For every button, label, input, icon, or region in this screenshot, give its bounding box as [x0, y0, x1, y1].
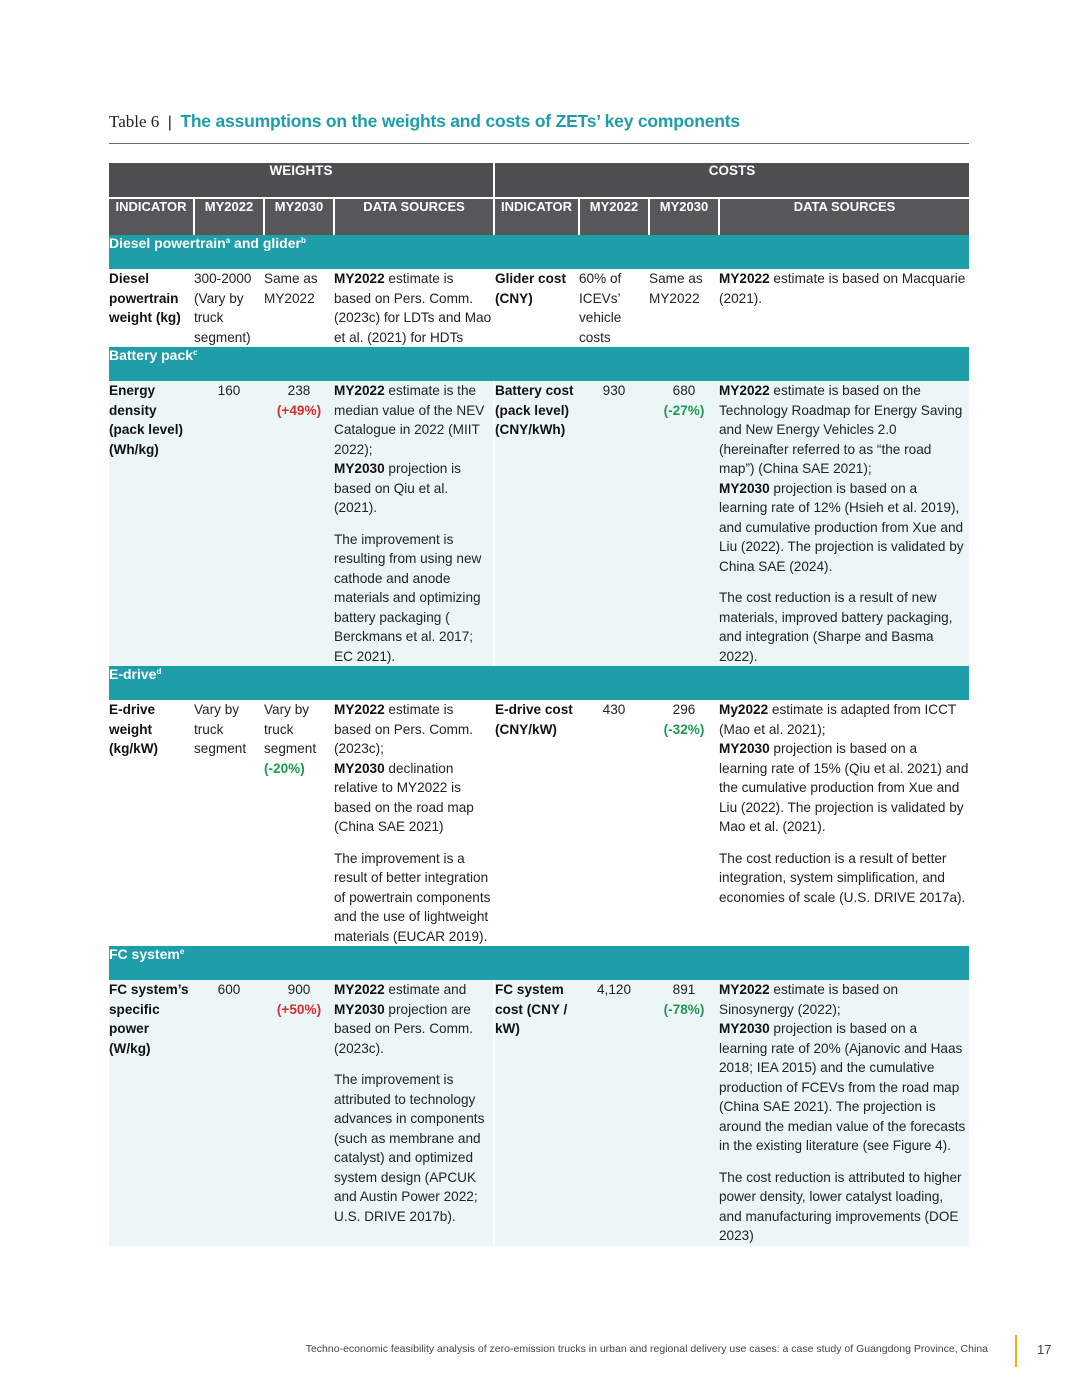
section-title: FC system — [109, 946, 180, 962]
weight-data-source: MY2022 estimate and MY2030 projection are based on Pers. Comm. (2023c). The improvement is attributed to technology advances in components (such as membrane and catalyst) and optimized system design (APCUK and Austin Power 2022; U.S. DRIVE 2017b). — [334, 980, 494, 1246]
weight-my2022: 600 — [194, 980, 264, 1246]
cost-indicator: Glider cost (CNY) — [494, 269, 579, 347]
page-footer — [0, 1335, 1080, 1375]
cost-my2022: 430 — [579, 700, 649, 946]
cost-my2030: 891 (-78%) — [649, 980, 719, 1246]
footnote-mark: b — [300, 236, 306, 245]
cost-my2022: 930 — [579, 381, 649, 666]
change-percent: (+49%) — [276, 402, 322, 418]
column-header: DATA SOURCES — [334, 198, 494, 235]
table-row — [109, 269, 969, 347]
cost-my2030: 680 (-27%) — [649, 381, 719, 666]
weight-my2022: 160 — [194, 381, 264, 666]
weight-my2030: 238 (+49%) — [264, 381, 334, 666]
section-header-battery-pack — [109, 347, 969, 381]
weight-my2022: 300-2000 (Vary by truck segment) — [194, 269, 264, 347]
cost-indicator: Battery cost (pack level) (CNY/kWh) — [494, 381, 579, 666]
cost-data-source: MY2022 estimate is based on the Technology Roadmap for Energy Saving and New Energy Vehicles 2.0 (hereinafter referred to as “the road map”) (China SAE 2021); MY2030 projection is based on a learning rate of 12% (Hsieh et al. 2019), and cumulative production from Xue and Liu (2022). The projection is validated by China SAE (2024). The cost reduction is a result of new materials, improved battery packaging, and integration (Sharpe and Basma 2022). — [719, 381, 969, 666]
cost-data-source: MY2022 estimate is based on Sinosynergy (2022); MY2030 projection is based on a learning rate of 20% (Ajanovic and Haas 2018; IEA 2015) and the cumulative production of FCEVs from the road map (China SAE 2021). The projection is around the median value of the forecasts in the existing literature (see Figure 4). The cost reduction is attributed to higher power density, lower catalyst loading, and manufacturing improvements (DOE 2023) — [719, 980, 969, 1246]
section-title: Diesel powertrain — [109, 235, 226, 251]
footnote-mark: e — [179, 947, 185, 956]
group-header-costs: COSTS — [494, 163, 969, 198]
weight-my2030: Vary by truck segment (-20%) — [264, 700, 334, 946]
footer-divider — [1015, 1335, 1017, 1367]
footnote-mark: d — [156, 667, 162, 676]
column-header: DATA SOURCES — [719, 198, 969, 235]
change-percent: (-32%) — [663, 721, 705, 737]
column-header: MY2022 — [194, 198, 264, 235]
table-number: Table 6 — [109, 112, 160, 131]
column-header: MY2030 — [264, 198, 334, 235]
weight-data-source: MY2022 estimate is based on Pers. Comm. (2023c); MY2030 declination relative to MY2022 is based on the road map (China SAE 2021) The improvement is a result of better integration of powertrain components and the use of lightweight materials (EUCAR 2019). — [334, 700, 494, 946]
column-header: INDICATOR — [109, 198, 194, 235]
assumptions-table — [109, 163, 969, 1246]
section-title-continued: and glider — [230, 235, 301, 251]
weight-data-source: MY2022 estimate is based on Pers. Comm. (2023c) for LDTs and Mao et al. (2021) for HDTs — [334, 269, 494, 347]
cost-my2030: Same as MY2022 — [649, 269, 719, 347]
footnote-mark: a — [225, 236, 231, 245]
table-title: The assumptions on the weights and costs of ZETs’ key components — [180, 111, 740, 131]
weight-my2022: Vary by truck segment — [194, 700, 264, 946]
section-title: Battery pack — [109, 347, 194, 363]
footer-report-title: Techno-economic feasibility analysis of zero-emission trucks in urban and regional delivery use cases: a case study of Guangdong Province, China — [305, 1343, 988, 1355]
weight-data-source: MY2022 estimate is the median value of the NEV Catalogue in 2022 (MIIT 2022); MY2030 projection is based on Qiu et al. (2021). The improvement is resulting from using new cathode and anode materials and optimizing battery packaging ( Berckmans et al. 2017; EC 2021). — [334, 381, 494, 666]
weight-my2030: Same as MY2022 — [264, 269, 334, 347]
cost-my2022: 4,120 — [579, 980, 649, 1246]
change-percent: (-27%) — [663, 402, 705, 418]
table-caption — [109, 111, 969, 144]
footnote-mark: c — [193, 348, 198, 357]
cost-my2022: 60% of ICEVs’ vehicle costs — [579, 269, 649, 347]
section-header-diesel-powertrain — [109, 235, 969, 269]
column-header: MY2030 — [649, 198, 719, 235]
weight-indicator: FC system’s specific power (W/kg) — [109, 980, 194, 1246]
cost-data-source: MY2022 estimate is based on Macquarie (2021). — [719, 269, 969, 347]
cost-indicator: FC system cost (CNY / kW) — [494, 980, 579, 1246]
cost-data-source: My2022 estimate is adapted from ICCT (Mao et al. 2021); MY2030 projection is based on a learning rate of 15% (Qiu et al. 2021) and the cumulative production from Xue and Liu (2022). The projection is validated by Mao et al. (2021). The cost reduction is a result of better integration, system simplification, and economies of scale (U.S. DRIVE 2017a). — [719, 700, 969, 946]
section-title: E-drive — [109, 666, 157, 682]
table-row — [109, 700, 969, 946]
column-header: INDICATOR — [494, 198, 579, 235]
caption-separator: | — [167, 114, 172, 131]
table-row — [109, 980, 969, 1246]
change-percent: (-20%) — [264, 760, 305, 776]
change-percent: (+50%) — [276, 1001, 322, 1017]
table-row — [109, 381, 969, 666]
change-percent: (-78%) — [663, 1001, 705, 1017]
section-header-fc-system — [109, 946, 969, 980]
weight-indicator: E-drive weight (kg/kW) — [109, 700, 194, 946]
weight-indicator: Diesel powertrain weight (kg) — [109, 269, 194, 347]
weight-indicator: Energy density (pack level) (Wh/kg) — [109, 381, 194, 666]
group-header-weights: WEIGHTS — [109, 163, 494, 198]
cost-my2030: 296 (-32%) — [649, 700, 719, 946]
column-header: MY2022 — [579, 198, 649, 235]
weight-my2030: 900 (+50%) — [264, 980, 334, 1246]
section-header-e-drive — [109, 666, 969, 700]
cost-indicator: E-drive cost (CNY/kW) — [494, 700, 579, 946]
page-number: 17 — [1037, 1342, 1052, 1357]
